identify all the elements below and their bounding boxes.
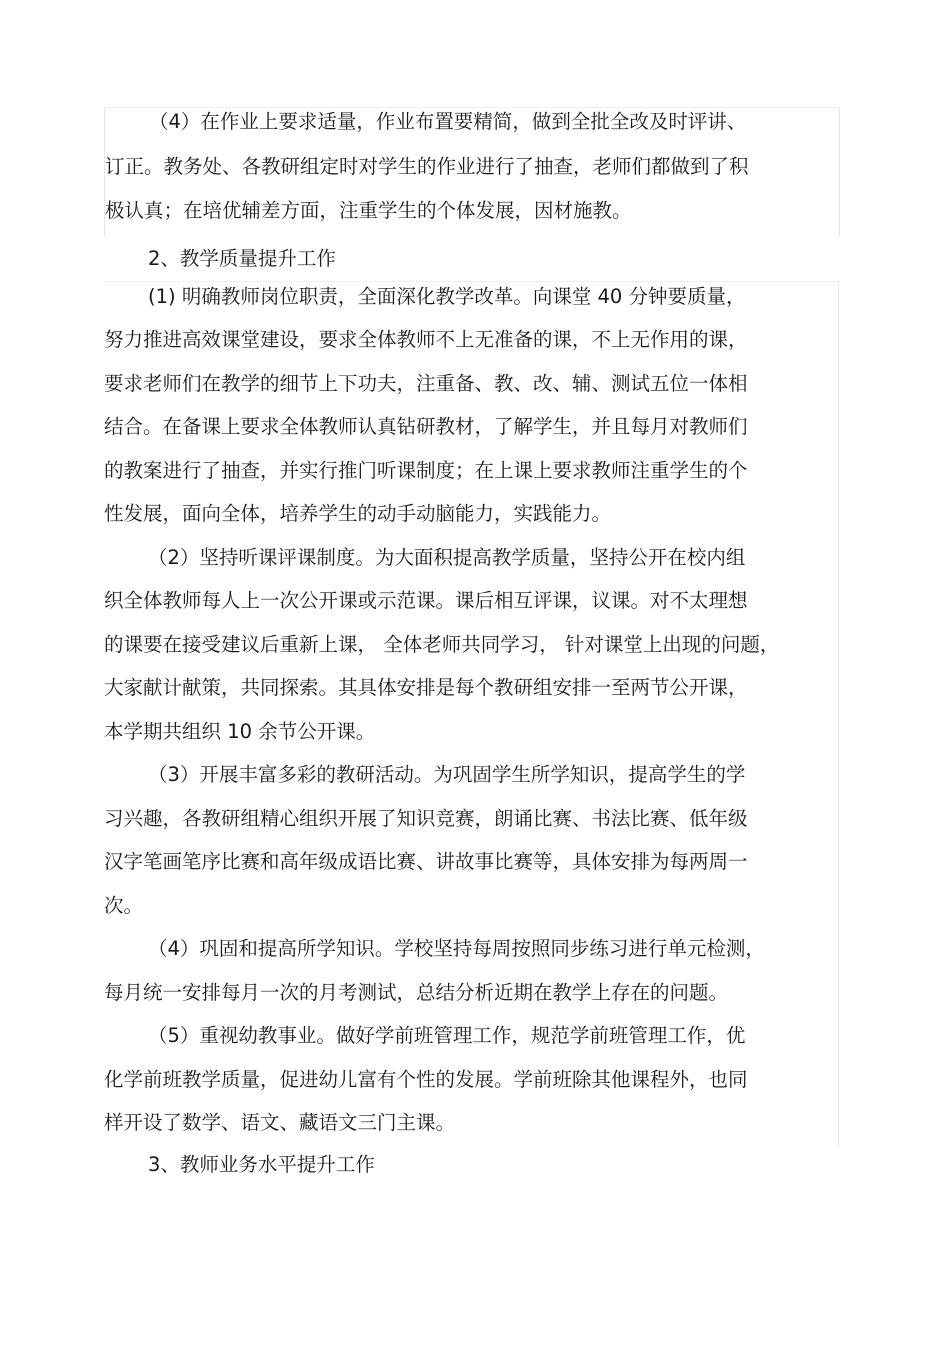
heading-text: 2、教学质量提升工作 (148, 247, 336, 270)
text-line: 每月统一安排每月一次的月考测试，总结分析近期在教学上存在的问题。 (104, 981, 729, 1004)
text-line: 的教案进行了抽查，并实行推门听课制度；在上课上要求教师注重学生的个 (104, 459, 748, 482)
text-line: （4）在作业上要求适量，作业布置要精简，做到全批全改及时评讲、 (149, 110, 747, 133)
text-line: 努力推进高效课堂建设，要求全体教师不上无准备的课，不上无作用的课， (104, 328, 748, 351)
text-line: 次。 (104, 894, 144, 917)
text-line: 结合。在备课上要求全体教师认真钻研教材，了解学生，并且每月对教师们 (104, 415, 748, 438)
text-line: 汉字笔画笔序比赛和高年级成语比赛、讲故事比赛等，具体安排为每两周一 (104, 850, 748, 873)
text-line: 大家献计献策，共同探索。其具体安排是每个教研组安排一至两节公开课， (104, 676, 748, 699)
quality-items-block (104, 281, 839, 1147)
text-line: 织全体教师每人上一次公开课或示范课。课后相互评课，议课。对不太理想 (104, 589, 748, 612)
text-line: 习兴趣，各教研组精心组织开展了知识竞赛，朗诵比赛、书法比赛、低年级 (104, 807, 748, 830)
section-heading-3 (104, 1143, 838, 1187)
paragraph-homework (104, 107, 840, 236)
text-line: （2）坚持听课评课制度。为大面积提高教学质量，坚持公开在校内组 (148, 546, 746, 569)
heading-text: 3、教师业务水平提升工作 (148, 1153, 375, 1176)
text-line: 极认真；在培优辅差方面，注重学生的个体发展，因材施教。 (105, 199, 632, 222)
text-line: (1) 明确教师岗位职责，全面深化教学改革。向课堂 40 分钟要质量， (148, 285, 746, 308)
text-line: 化学前班教学质量，促进幼儿富有个性的发展。学前班除其他课程外，也同 (104, 1068, 748, 1091)
text-line: 订正。教务处、各教研组定时对学生的作业进行了抽查，老师们都做到了积 (105, 155, 749, 178)
text-line: 样开设了数学、语文、藏语文三门主课。 (104, 1111, 456, 1134)
text-line: （3）开展丰富多彩的教研活动。为巩固学生所学知识，提高学生的学 (148, 763, 746, 786)
text-line: 性发展，面向全体，培养学生的动手动脑能力，实践能力。 (104, 502, 612, 525)
text-line: 要求老师们在教学的细节上下功夫，注重备、教、改、辅、测试五位一体相 (104, 372, 748, 395)
text-line: （5）重视幼教事业。做好学前班管理工作，规范学前班管理工作，优 (148, 1024, 746, 1047)
text-line: （4）巩固和提高所学知识。学校坚持每周按照同步练习进行单元检测， (148, 937, 765, 960)
text-line: 的课要在接受建议后重新上课， 全体老师共同学习， 针对课堂上出现的问题， (104, 633, 780, 656)
text-line: 本学期共组织 10 余节公开课。 (104, 720, 376, 743)
